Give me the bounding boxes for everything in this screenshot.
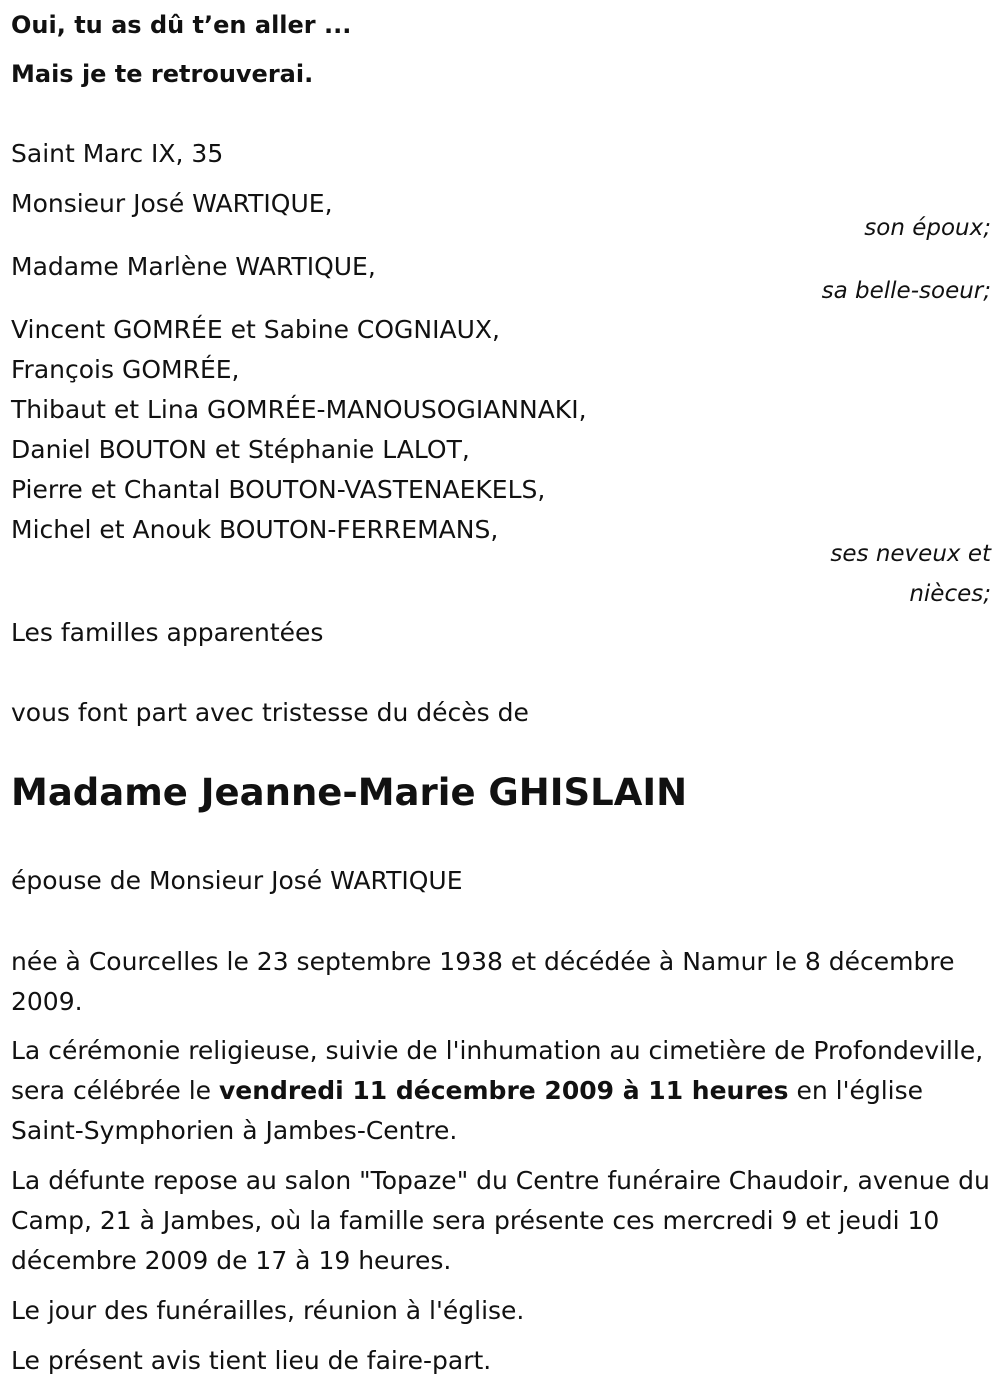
ceremony-text-after: en l'église Saint-Symphorien à Jambes-Centre. — [11, 1076, 924, 1145]
notice-paragraph: Le présent avis tient lieu de faire-part. — [11, 1346, 492, 1375]
funeral-meeting-paragraph: Le jour des funérailles, réunion à l'église. — [11, 1296, 525, 1325]
verse-line-1: Oui, tu as dû t’en aller ... — [11, 11, 352, 39]
mourner-nephews-relation-line-1: ses neveux et — [830, 541, 991, 567]
visitation-paragraph: La défunte repose au salon "Topaze" du Centre funéraire Chaudoir, avenue du Camp, 21 à Jambes, où la famille sera présente ces mercredi 9 et jeudi 10 décembre 2009 de 17 à 19 heures. — [11, 1166, 990, 1275]
mourner-nephew-5: Pierre et Chantal BOUTON-VASTENAEKELS, — [11, 475, 546, 504]
ceremony-text-before: La cérémonie religieuse, suivie de l'inhumation au cimetière de Profondeville, sera célébrée le — [11, 1036, 984, 1105]
mourner-spouse-name: Monsieur José WARTIQUE, — [11, 189, 333, 218]
scripture-reference: Saint Marc IX, 35 — [11, 139, 224, 168]
birth-death-paragraph: née à Courcelles le 23 septembre 1938 et décédée à Namur le 8 décembre 2009. — [11, 947, 955, 1016]
mourner-sister-in-law-name: Madame Marlène WARTIQUE, — [11, 252, 376, 281]
related-families: Les familles apparentées — [11, 618, 324, 647]
ceremony-paragraph — [11, 1031, 991, 1151]
mourner-nephew-3: Thibaut et Lina GOMRÉE-MANOUSOGIANNAKI, — [11, 395, 587, 424]
mourner-sister-in-law-relation: sa belle-soeur; — [821, 278, 991, 304]
spouse-line: épouse de Monsieur José WARTIQUE — [11, 866, 463, 895]
mourner-nephews-relation-line-2: nièces; — [909, 581, 991, 607]
mourner-nephew-2: François GOMRÉE, — [11, 355, 240, 384]
mourner-spouse-relation: son époux; — [864, 215, 991, 241]
verse-line-2: Mais je te retrouverai. — [11, 60, 314, 88]
mourner-nephew-1: Vincent GOMRÉE et Sabine COGNIAUX, — [11, 315, 500, 344]
announcement-text: vous font part avec tristesse du décès de — [11, 698, 529, 727]
mourner-nephew-6: Michel et Anouk BOUTON-FERREMANS, — [11, 515, 499, 544]
ceremony-date: vendredi 11 décembre 2009 à 11 heures — [218, 1076, 789, 1105]
deceased-name: Madame Jeanne-Marie GHISLAIN — [11, 771, 688, 814]
mourner-nephew-4: Daniel BOUTON et Stéphanie LALOT, — [11, 435, 470, 464]
